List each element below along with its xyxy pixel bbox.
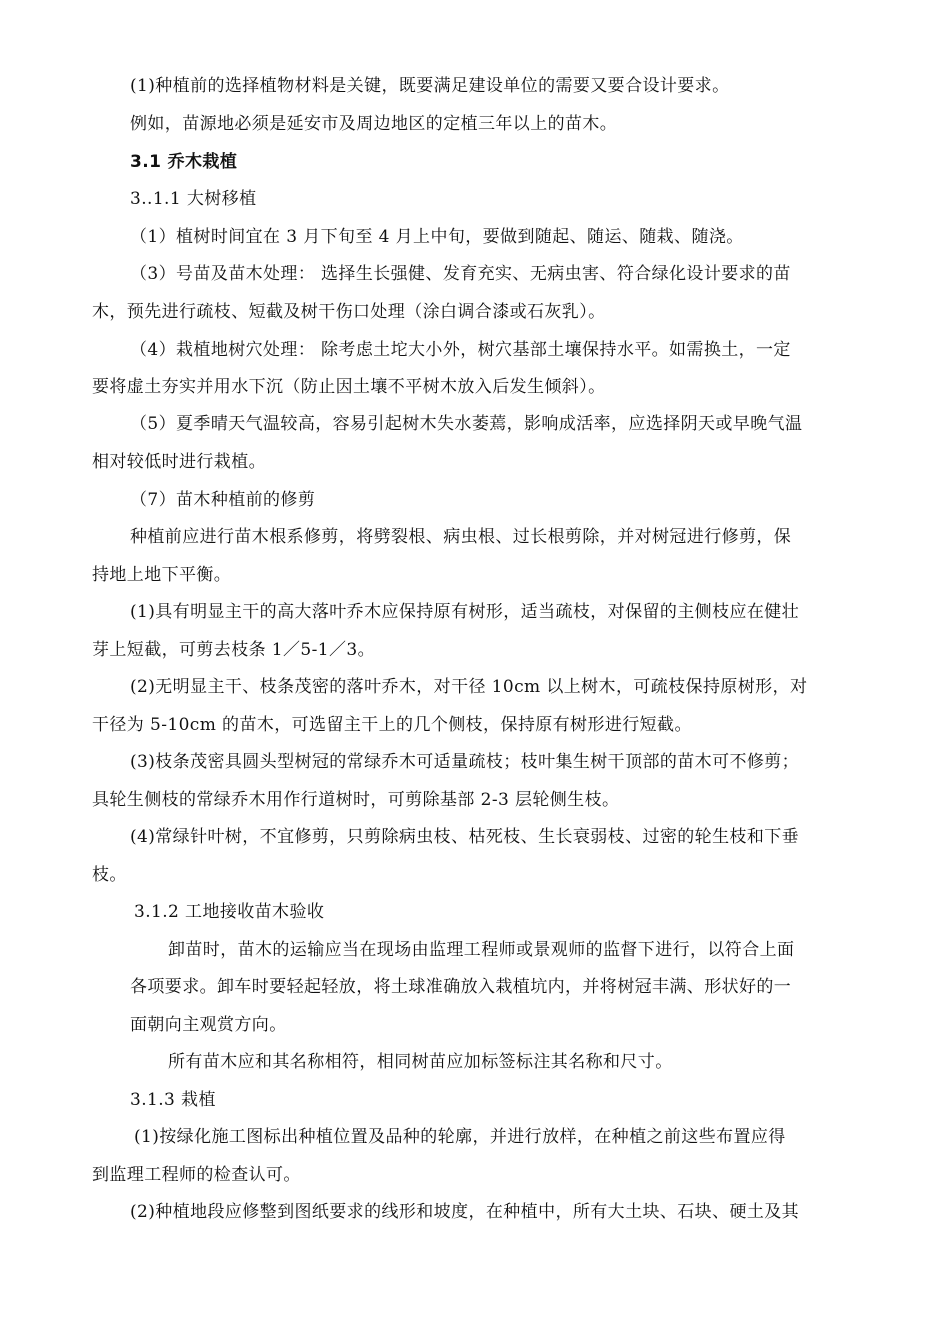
paragraph-line: (1)种植前的选择植物材料是关键，既要满足建设单位的需要又要合设计要求。 xyxy=(130,76,730,96)
paragraph-line: 所有苗木应和其名称相符，相同树苗应加标签标注其名称和尺寸。 xyxy=(168,1052,673,1072)
paragraph-line: 具轮生侧枝的常绿乔木用作行道树时，可剪除基部 2-3 层轮侧生枝。 xyxy=(92,790,620,810)
section-heading: 3.1 乔木栽植 xyxy=(130,152,238,172)
subsection-heading: 3.1.3 栽植 xyxy=(130,1090,216,1110)
paragraph-line: 各项要求。卸车时要轻起轻放，将土球准确放入栽植坑内，并将树冠丰满、形状好的一 xyxy=(130,977,792,997)
paragraph-line: （4）栽植地树穴处理： 除考虑土坨大小外，树穴基部土壤保持水平。如需换土，一定 xyxy=(130,340,791,360)
paragraph-line: 枝。 xyxy=(92,865,127,885)
paragraph-line: （3）号苗及苗木处理： 选择生长强健、发育充实、无病虫害、符合绿化设计要求的苗 xyxy=(130,264,791,284)
paragraph-line: 面朝向主观赏方向。 xyxy=(130,1015,287,1035)
paragraph-line: (2)种植地段应修整到图纸要求的线形和坡度，在种植中，所有大土块、石块、硬土及其 xyxy=(130,1202,800,1222)
paragraph-line: （7）苗木种植前的修剪 xyxy=(130,490,316,510)
paragraph-line: 相对较低时进行栽植。 xyxy=(92,452,266,472)
paragraph-line: 卸苗时，苗木的运输应当在现场由监理工程师或景观师的监督下进行，以符合上面 xyxy=(168,940,795,960)
paragraph-line: (2)无明显主干、枝条茂密的落叶乔木，对干径 10cm 以上树木，可疏枝保持原树形，对 xyxy=(130,677,808,697)
paragraph-line: 要将虚土夯实并用水下沉（防止因土壤不平树木放入后发生倾斜）。 xyxy=(92,377,606,397)
paragraph-line: （1）植树时间宜在 3 月下旬至 4 月上中旬，要做到随起、随运、随栽、随浇。 xyxy=(130,227,744,247)
paragraph-line: 持地上地下平衡。 xyxy=(92,565,232,585)
paragraph-line: (4)常绿针叶树，不宜修剪，只剪除病虫枝、枯死枝、生长衰弱枝、过密的轮生枝和下垂 xyxy=(130,827,800,847)
paragraph-line: 芽上短截，可剪去枝条 1／5-1／3。 xyxy=(92,640,376,660)
paragraph-line: 到监理工程师的检查认可。 xyxy=(92,1165,301,1185)
paragraph-line: 木，预先进行疏枝、短截及树干伤口处理（涂白调合漆或石灰乳）。 xyxy=(92,302,606,322)
paragraph-line: 例如，苗源地必须是延安市及周边地区的定植三年以上的苗木。 xyxy=(130,114,618,134)
subsection-heading: 3.1.2 工地接收苗木验收 xyxy=(134,902,325,922)
paragraph-line: (1)具有明显主干的高大落叶乔木应保持原有树形，适当疏枝，对保留的主侧枝应在健壮 xyxy=(130,602,800,622)
subsection-heading: 3..1.1 大树移植 xyxy=(130,189,257,209)
paragraph-line: （5）夏季晴天气温较高，容易引起树木失水萎蔫，影响成活率，应选择阴天或早晚气温 xyxy=(130,414,803,434)
paragraph-line: (3)枝条茂密具圆头型树冠的常绿乔木可适量疏枝；枝叶集生树干顶部的苗木可不修剪； xyxy=(130,752,800,772)
paragraph-line: 种植前应进行苗木根系修剪，将劈裂根、病虫根、过长根剪除，并对树冠进行修剪，保 xyxy=(130,527,792,547)
paragraph-line: 干径为 5-10cm 的苗木，可选留主干上的几个侧枝，保持原有树形进行短截。 xyxy=(92,715,692,735)
paragraph-line: (1)按绿化施工图标出种植位置及品种的轮廓，并进行放样，在种植之前这些布置应得 xyxy=(134,1127,786,1147)
